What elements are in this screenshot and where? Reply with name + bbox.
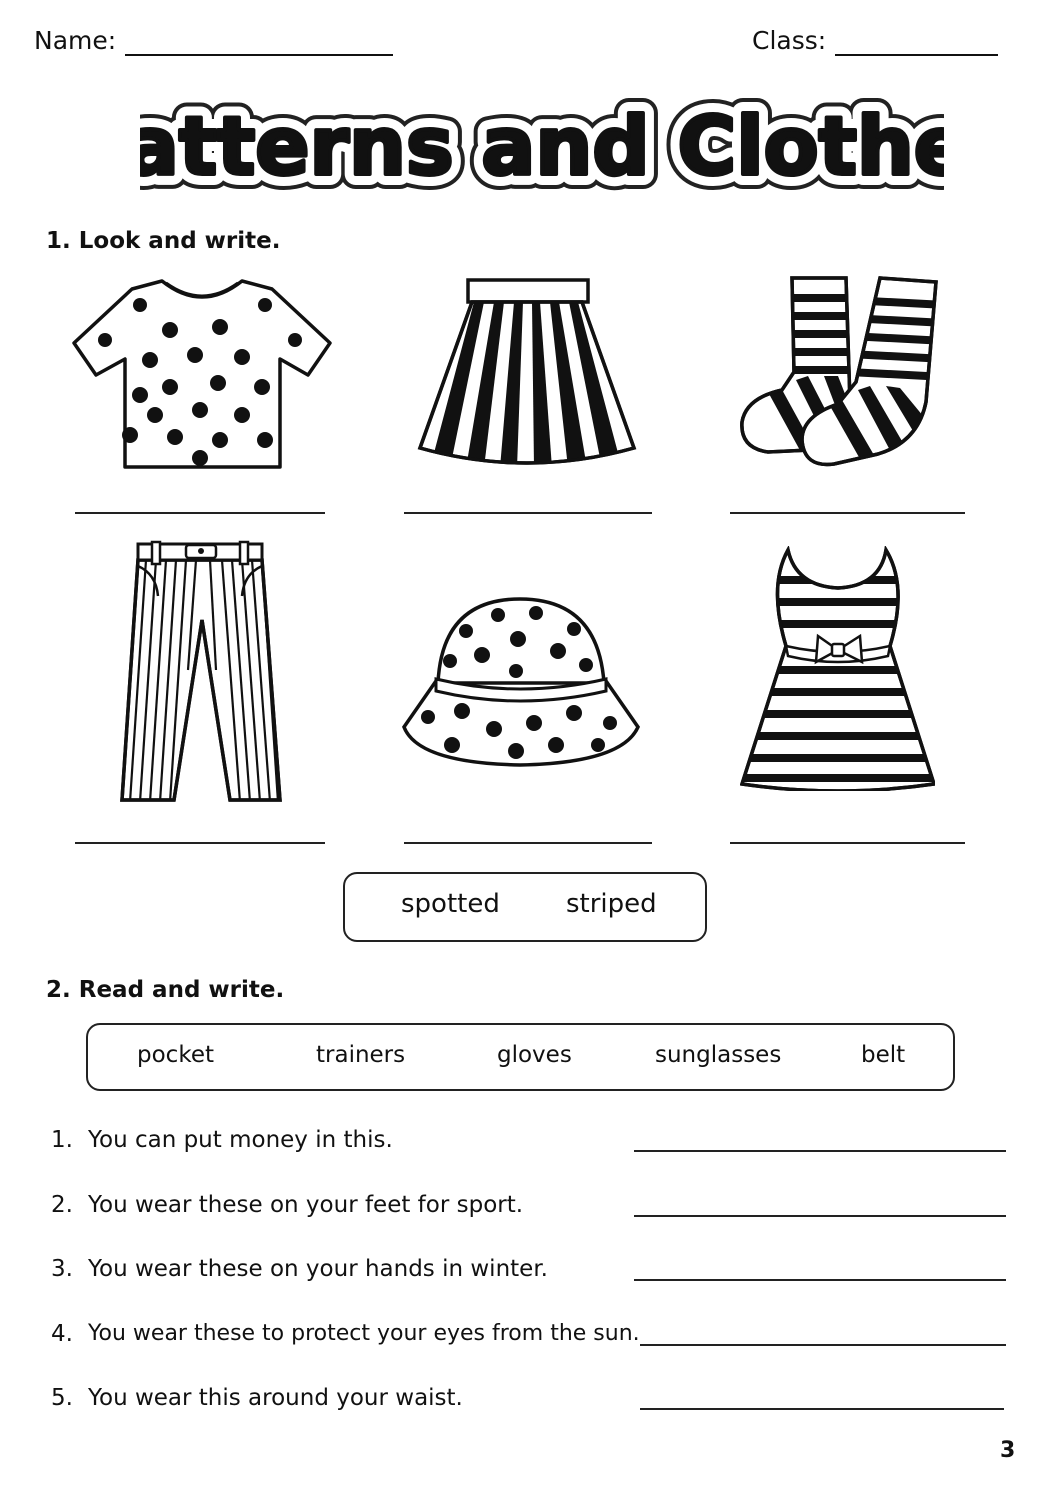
question-number: 1. (51, 1127, 73, 1153)
answer-line-q4[interactable] (640, 1344, 1006, 1346)
question-number: 4. (51, 1321, 73, 1347)
striped-dress-icon (740, 546, 935, 791)
name-field[interactable] (125, 54, 393, 56)
word-striped: striped (566, 889, 657, 919)
word-gloves: gloves (497, 1042, 572, 1068)
title-text: atterns and Clothe (140, 100, 944, 193)
word-trainers: trainers (316, 1042, 406, 1068)
question-number: 5. (51, 1385, 73, 1411)
spotted-tshirt-icon (70, 275, 335, 475)
answer-line-q5[interactable] (640, 1408, 1004, 1410)
section2-heading: 2. Read and write. (46, 977, 285, 1003)
class-label: Class: (752, 26, 827, 55)
spotted-hat-icon (398, 595, 643, 770)
question-text: You can put money in this. (88, 1127, 393, 1153)
word-pocket: pocket (137, 1042, 214, 1068)
answer-line-socks[interactable] (730, 512, 965, 514)
title-halo: atterns and Clothe (140, 100, 944, 193)
title-outline: atterns and Clothe (140, 100, 944, 193)
answer-line-q2[interactable] (634, 1215, 1006, 1217)
answer-line-q1[interactable] (634, 1150, 1006, 1152)
question-text: You wear these on your feet for sport. (88, 1192, 524, 1218)
page-number: 3 (1000, 1438, 1016, 1463)
word-sunglasses: sunglasses (655, 1042, 782, 1068)
striped-trousers-icon (118, 540, 288, 805)
answer-line-tshirt[interactable] (75, 512, 325, 514)
word-spotted: spotted (401, 889, 500, 919)
answer-line-hat[interactable] (404, 842, 652, 844)
striped-skirt-icon (412, 278, 642, 468)
class-field[interactable] (835, 54, 998, 56)
question-text: You wear this around your waist. (88, 1385, 463, 1411)
answer-line-trousers[interactable] (75, 842, 325, 844)
section1-heading: 1. Look and write. (46, 228, 281, 254)
word-belt: belt (861, 1042, 906, 1068)
question-text: You wear these on your hands in winter. (88, 1256, 548, 1282)
question-text: You wear these to protect your eyes from the sun. (88, 1321, 640, 1346)
page-title (140, 82, 944, 212)
name-label: Name: (34, 26, 117, 55)
answer-line-skirt[interactable] (404, 512, 652, 514)
answer-line-q3[interactable] (634, 1279, 1006, 1281)
answer-line-dress[interactable] (730, 842, 965, 844)
question-number: 2. (51, 1192, 73, 1218)
striped-socks-icon (738, 272, 938, 472)
question-number: 3. (51, 1256, 73, 1282)
